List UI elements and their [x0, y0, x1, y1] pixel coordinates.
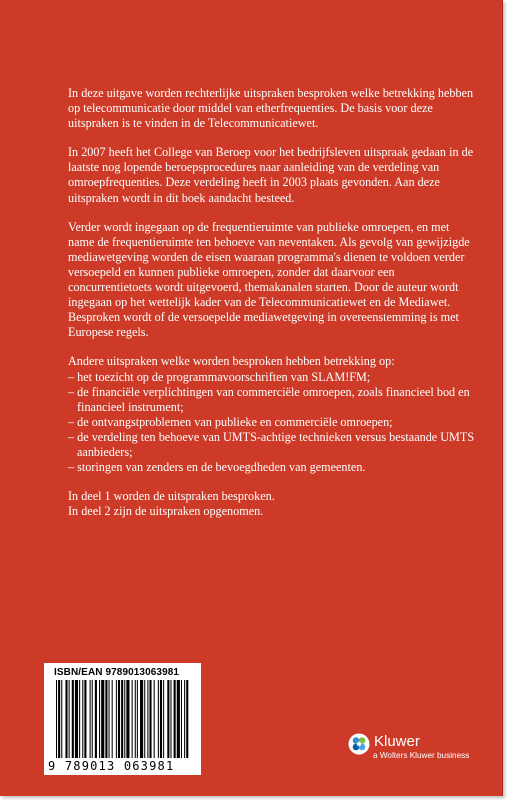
barcode-digits: 9 789013 063981: [48, 759, 175, 773]
wolters-kluwer-globe-icon: [348, 733, 370, 755]
blurb-text: [68, 86, 476, 519]
isbn-label: ISBN/EAN 9789013063981: [54, 667, 180, 678]
list-intro: Andere uitspraken welke worden besproken hebben betrekking op:: [68, 354, 395, 369]
part1-line: In deel 1 worden de uitspraken besproken.: [68, 489, 275, 504]
ean13-barcode-icon: [54, 680, 192, 764]
topic-item: – de verdeling ten behoeve van UMTS-achtige technieken versus bestaande UMTS aanbieders;: [68, 429, 475, 459]
publisher-name: Kluwer: [374, 733, 420, 750]
intro-paragraph: In deze uitgave worden rechterlijke uitspraken besproken welke betrekking hebben op telecommunicatie door middel van etherfrequenties. De basis voor deze uitspraken is te vinden in de Telecommunicatiewet.: [68, 86, 474, 131]
topic-item: – storingen van zenders en de bevoegdheden van gemeenten.: [68, 460, 366, 475]
college-paragraph: In 2007 heeft het College van Beroep voor het bedrijfsleven uitspraak gedaan in de laatste nog lopende beroepsprocedures naar aanleiding van de verdeling van omroepfrequenties. Deze verdeling heeft in 2003 plaats gevonden. Aan deze uitspraken wordt in dit boek aandacht besteed.: [68, 145, 474, 205]
publisher-logo: [348, 733, 498, 763]
topic-item: – de ontvangstproblemen van publieke en commerciële omroepen;: [68, 414, 393, 429]
barcode-box: [44, 663, 201, 775]
part2-line: In deel 2 zijn de uitspraken opgenomen.: [68, 504, 264, 519]
publisher-tagline: a Wolters Kluwer business: [373, 751, 470, 760]
topic-item: – de financiële verplichtingen van commerciële omroepen, zoals financieel bod en financieel instrument;: [68, 384, 470, 414]
topics-list: [68, 370, 476, 476]
topic-item: – het toezicht op de programmavoorschriften van SLAM!FM;: [68, 369, 371, 384]
frequency-paragraph: Verder wordt ingegaan op de frequentieruimte van publieke omroepen, en met name de frequentieruimte ten behoeve van neventaken. Als gevolg van gewijzigde mediawetgeving worden de eisen waaraan programma's dienen te voldoen verder versoepeld en kunnen publieke omroepen, zonder dat daarvoor een concurrentietoets wordt uitgevoerd, themakanalen starten. Door de auteur wordt ingegaan op het wettelijk kader van de Telecommunicatiewet en de Mediawet. Besproken wordt of de versoepelde mediawetgeving in overeenstemming is met Europese regels.: [68, 219, 470, 340]
